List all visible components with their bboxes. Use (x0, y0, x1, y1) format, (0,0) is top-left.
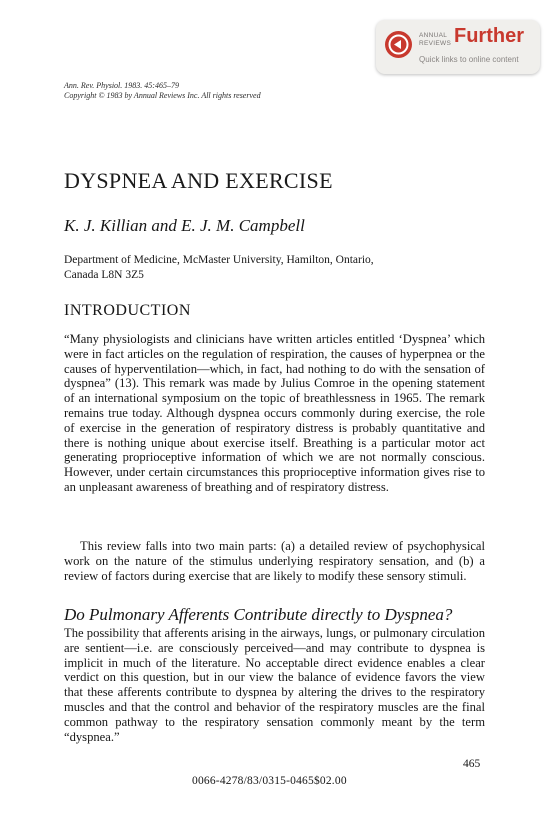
publisher-label (419, 32, 451, 47)
article-title: DYSPNEA AND EXERCISE (64, 168, 333, 193)
further-label: Further (454, 25, 524, 47)
paragraph-pulmonary-afferents: The possibility that afferents arising in the airways, lungs, or pulmonary circulation are sentient—i.e. are consciously perceived—and may contribute to dyspnea is implicit in much of the literature. No acceptable direct evidence enables a clear verdict on this question, but in our view the balance of evidence favors the view that these afferents contribute to dyspnea by altering the drives to the respiratory muscles and that the control and behavior of the respiratory muscles are the final common pathway to the respiratory sensation commonly meant by the term “dyspnea.” (64, 626, 485, 744)
publisher-line-2: REVIEWS (419, 39, 452, 47)
footer-code: 0066-4278/83/0315-0465$02.00 (192, 775, 347, 787)
paragraph-intro-2: This review falls into two main parts: (a) a detailed review of psychophysical work on the nature of the stimulus underlying respiratory sensation, and (b) a review of factors during exercise that are likely to modify these sensory stimuli. (64, 539, 485, 583)
authors: K. J. Killian and E. J. M. Campbell (64, 216, 305, 235)
affiliation (64, 253, 374, 283)
badge-tagline: Quick links to online content (419, 55, 519, 64)
further-links-badge[interactable] (376, 20, 540, 74)
paragraph-intro-1: “Many physiologists and clinicians have written articles entitled ‘Dyspnea’ which were in fact articles on the regulation of respiration, the causes of hyperpnea or the causes of hyperventilation—which, in fact, had nothing to do with the sensation of dyspnea” (13). This remark was made by Julius Comroe in the opening statement of an international symposium on the topic of breathlessness in 1965. The remark remains true today. Although dyspnea occurs commonly during exercise, the role of exercise in the generation of respiratory distress is probably quantitative and there is nothing unique about exercise itself. Breathing is a particular motor act generating proprioceptive information of which we are not normally conscious. However, under certain circumstances this proprioceptive information gives rise to an unpleasant awareness of breathing and of respiratory distress. (64, 332, 485, 494)
section-heading-introduction: INTRODUCTION (64, 302, 191, 319)
play-left-icon (385, 31, 412, 58)
publisher-line-1: ANNUAL (419, 32, 448, 39)
subsection-heading: Do Pulmonary Afferents Contribute directly to Dyspnea? (64, 605, 453, 624)
affiliation-line-2: Canada L8N 3Z5 (64, 269, 144, 281)
citation (64, 81, 261, 101)
page-number: 465 (463, 758, 481, 770)
citation-line-2: Copyright © 1983 by Annual Reviews Inc. All rights reserved (64, 91, 261, 100)
affiliation-line-1: Department of Medicine, McMaster University, Hamilton, Ontario, (64, 254, 374, 266)
citation-line-1: Ann. Rev. Physiol. 1983. 45:465–79 (64, 81, 179, 90)
